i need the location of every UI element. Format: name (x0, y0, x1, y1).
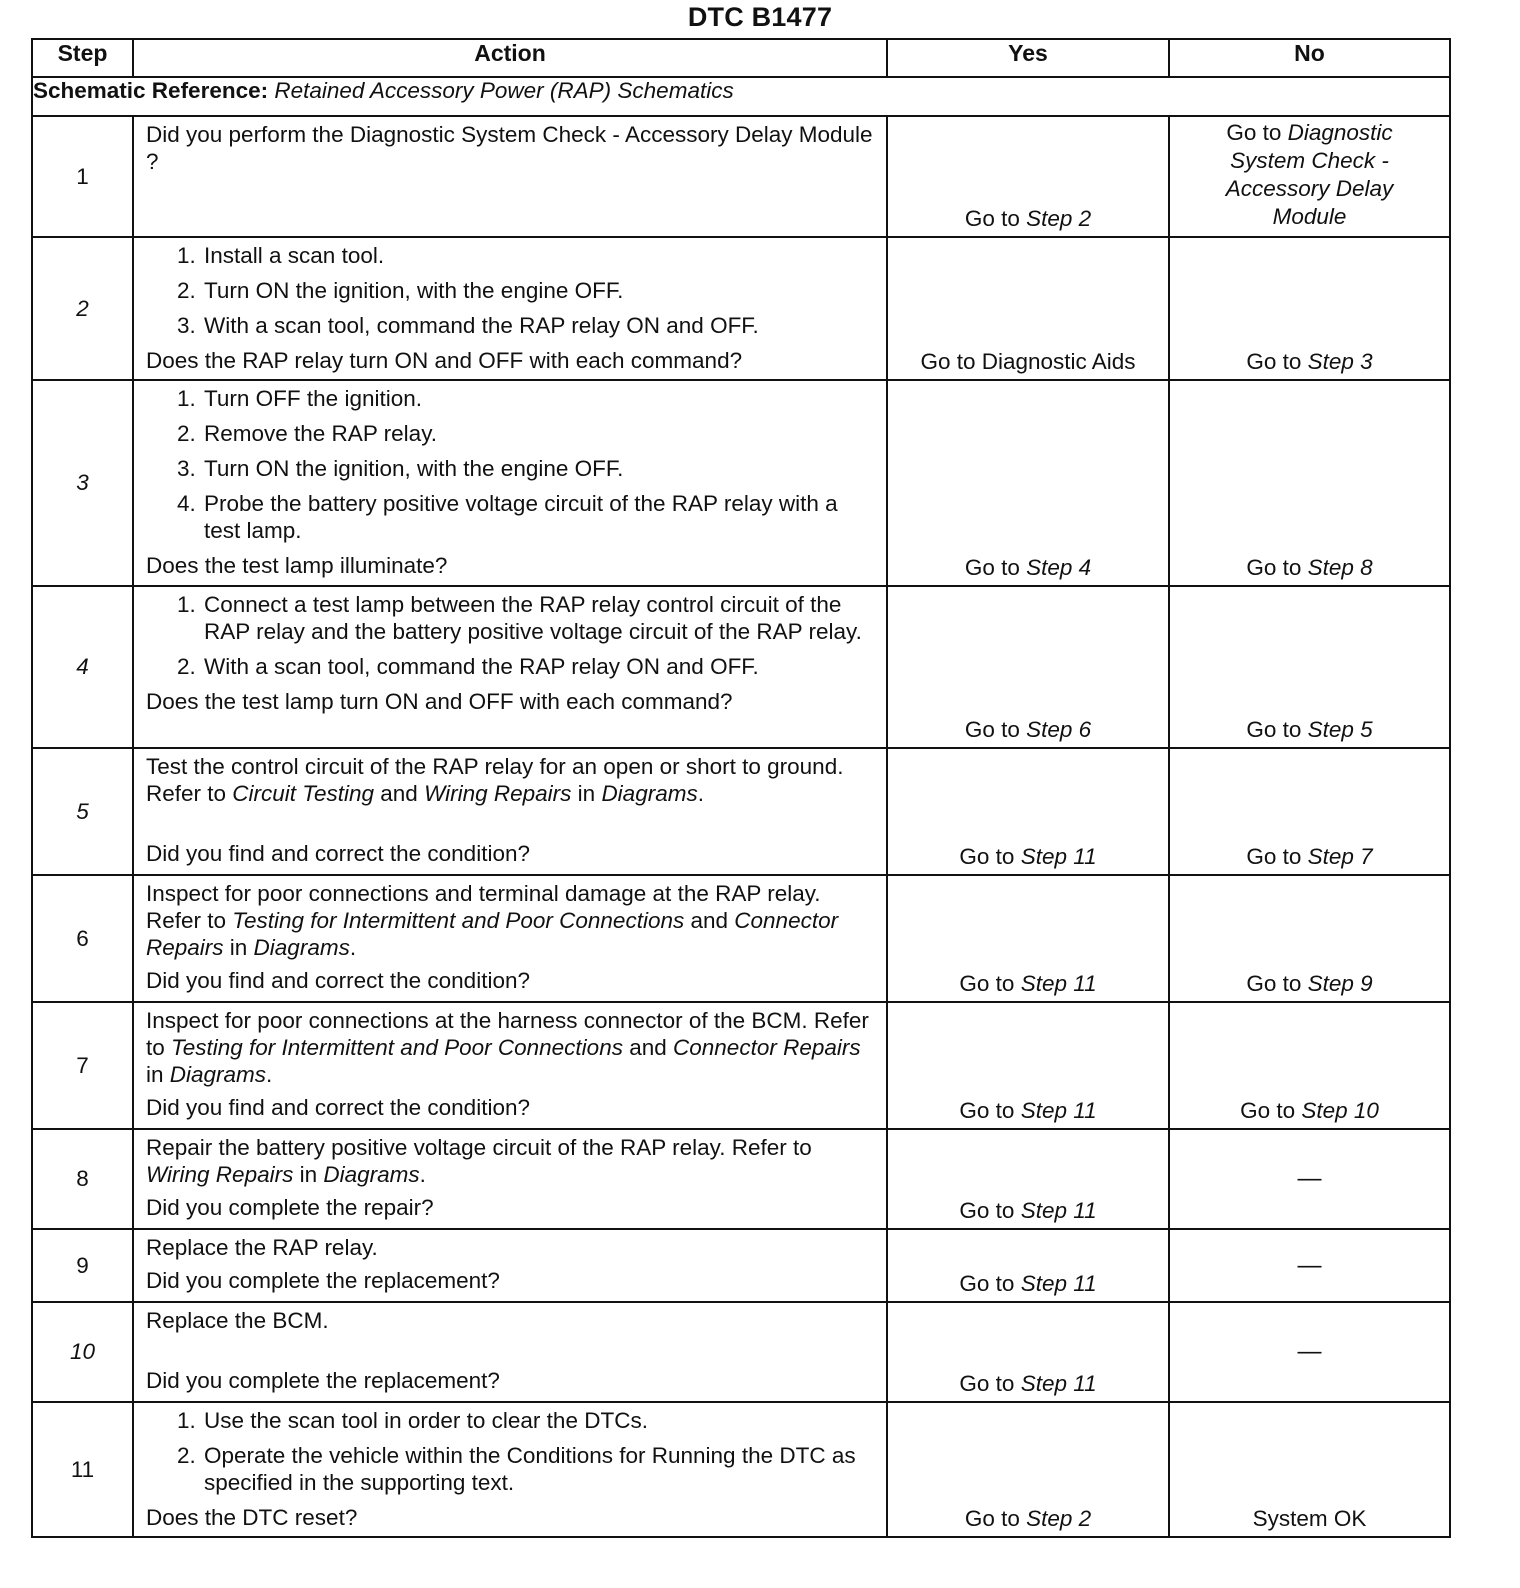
table-row (32, 380, 1450, 586)
action-question: Did you find and correct the condition? (146, 1095, 530, 1120)
action-question: Does the test lamp turn ON and OFF with each command? (146, 689, 733, 714)
action-question: Does the test lamp illuminate? (146, 553, 448, 578)
text-run: Inspect for poor connections at the harness connector of the BCM. Refer to (146, 1008, 869, 1060)
action-cell (133, 1229, 887, 1302)
go-to-label: Go to (1240, 1098, 1296, 1123)
action-question: Did you complete the replacement? (146, 1368, 500, 1393)
list-item: 1. Use the scan tool in order to clear the DTCs. (202, 1407, 876, 1434)
no-cell (1169, 1302, 1450, 1402)
list-item: 1. Connect a test lamp between the RAP relay control circuit of the RAP relay and the battery positive voltage circuit of the RAP relay. (202, 591, 876, 645)
list-item: 2. With a scan tool, command the RAP relay ON and OFF. (202, 653, 876, 680)
action-list (146, 591, 876, 680)
no-target: System OK (1252, 1506, 1367, 1531)
reference-link: Diagrams (601, 781, 698, 806)
action-cell (133, 237, 887, 380)
step-number-text: 2 (76, 295, 89, 321)
yes-cell (887, 1229, 1169, 1302)
step-number (32, 1302, 133, 1402)
step-number: 11 (32, 1402, 133, 1537)
no-cell (1169, 116, 1450, 237)
text-run: . (266, 1062, 273, 1087)
go-to-label: Go to (964, 206, 1020, 231)
no-line-2: System Check - (1230, 148, 1389, 173)
no-cell (1169, 748, 1450, 875)
table-row (32, 748, 1450, 875)
reference-link: Testing for Intermittent and Poor Connections (171, 1035, 623, 1060)
action-cell (133, 875, 887, 1002)
go-to-label: Go to (959, 1098, 1015, 1123)
go-to-label: Go to (1246, 717, 1302, 742)
action-text (146, 1007, 876, 1088)
no-cell (1169, 1229, 1450, 1302)
text-run: and (684, 908, 735, 933)
schematic-reference-row (32, 77, 1450, 116)
header-no: No (1169, 39, 1450, 77)
reference-link: Connector Repairs (673, 1035, 861, 1060)
text-run: . (697, 781, 704, 806)
step-number (32, 237, 133, 380)
go-to-label: Go to (1246, 349, 1302, 374)
no-target: Diagnostic (1287, 120, 1393, 145)
no-dash: — (1297, 1338, 1322, 1365)
reference-link: Diagrams (323, 1162, 420, 1187)
action-question: Does the RAP relay turn ON and OFF with each command? (146, 348, 743, 373)
action-list (146, 1407, 876, 1496)
step-number-text: 3 (76, 470, 89, 495)
action-text (146, 753, 876, 807)
yes-cell (887, 237, 1169, 380)
no-cell (1169, 237, 1450, 380)
action-cell (133, 116, 887, 237)
yes-target: Step 11 (1020, 844, 1097, 869)
action-text: Replace the RAP relay. (146, 1235, 378, 1260)
yes-target: Step 6 (1026, 717, 1092, 742)
step-number: 7 (32, 1002, 133, 1129)
action-cell (133, 1129, 887, 1229)
yes-cell (887, 1402, 1169, 1537)
action-cell (133, 1002, 887, 1129)
text-run: Inspect for poor connections and terminal damage at the RAP relay. Refer to (146, 881, 821, 933)
yes-target: Step 11 (1020, 1098, 1097, 1123)
yes-target: Step 11 (1020, 971, 1097, 996)
table-row (32, 875, 1450, 1002)
yes-cell (887, 116, 1169, 237)
action-list (146, 385, 876, 544)
step-number: 6 (32, 875, 133, 1002)
action-question: Did you find and correct the condition? (146, 841, 530, 866)
text-run: Test the control circuit of the RAP relay for an open or short to ground. Refer to (146, 754, 844, 806)
yes-cell (887, 1002, 1169, 1129)
go-to-label: Go to (959, 1198, 1015, 1223)
text-run: . (419, 1162, 426, 1187)
step-number: 1 (32, 116, 133, 237)
action-text: Replace the BCM. (146, 1308, 329, 1333)
yes-target: Step 4 (1026, 555, 1092, 580)
text-run: in (293, 1162, 324, 1187)
reference-link: Wiring Repairs (424, 781, 572, 806)
reference-link: Connector Repairs (146, 908, 839, 960)
no-dash: — (1297, 1251, 1322, 1279)
text-run: and (622, 1035, 674, 1060)
action-text (146, 880, 876, 961)
go-to-label: Go to (1246, 971, 1302, 996)
go-to-label: Go to (964, 555, 1020, 580)
header-action: Action (133, 39, 887, 77)
go-to-label: Go to (964, 1506, 1020, 1531)
reference-link: Testing for Intermittent and Poor Connections (232, 908, 685, 933)
list-item: 2. Operate the vehicle within the Conditions for Running the DTC as specified in the supporting text. (202, 1442, 876, 1496)
no-target: Step 9 (1307, 971, 1373, 996)
go-to-label: Go to (1246, 555, 1302, 580)
no-target: Step 10 (1301, 1098, 1379, 1123)
schematic-value: Retained Accessory Power (RAP) Schematics (274, 78, 734, 103)
list-item: 3. With a scan tool, command the RAP relay ON and OFF. (202, 312, 876, 339)
no-cell (1169, 586, 1450, 748)
yes-cell (887, 1129, 1169, 1229)
go-to-label: Go to (1226, 120, 1282, 145)
step-number (32, 380, 133, 586)
action-list (146, 242, 876, 339)
list-item: 4. Probe the battery positive voltage circuit of the RAP relay with a test lamp. (202, 490, 876, 544)
text-run: in (146, 1062, 170, 1087)
header-step: Step (32, 39, 133, 77)
schematic-label: Schematic Reference: (33, 78, 269, 103)
schematic-reference (32, 77, 1450, 116)
list-item: 3. Turn ON the ignition, with the engine OFF. (202, 455, 876, 482)
action-question: Did you complete the repair? (146, 1195, 434, 1220)
table-row (32, 1129, 1450, 1229)
text-run: in (223, 935, 254, 960)
list-item: 1. Turn OFF the ignition. (202, 385, 876, 412)
yes-cell (887, 875, 1169, 1002)
step-number: 9 (32, 1229, 133, 1302)
no-line-3: Accessory Delay (1225, 176, 1394, 201)
step-number-text: 10 (69, 1339, 96, 1364)
table-row (32, 1229, 1450, 1302)
step-number-text: 5 (76, 798, 89, 824)
no-target: Step 3 (1307, 349, 1373, 374)
action-cell (133, 1402, 887, 1537)
step-number (32, 586, 133, 748)
no-target: Step 7 (1307, 844, 1373, 869)
yes-cell (887, 380, 1169, 586)
no-cell (1169, 875, 1450, 1002)
page-title: DTC B1477 (687, 2, 833, 32)
no-line-4: Module (1272, 204, 1347, 229)
yes-cell (887, 1302, 1169, 1402)
yes-target: Step 2 (1026, 1506, 1092, 1531)
yes-cell (887, 748, 1169, 875)
yes-cell (887, 586, 1169, 748)
text-run: . (349, 935, 357, 960)
step-number-text: 4 (76, 654, 89, 679)
list-item: 2. Turn ON the ignition, with the engine OFF. (202, 277, 876, 304)
table-row (32, 1402, 1450, 1537)
table-row (32, 1302, 1450, 1402)
go-to-label: Go to (959, 844, 1015, 869)
step-number (32, 748, 133, 875)
action-cell (133, 380, 887, 586)
action-question: Did you complete the replacement? (146, 1268, 500, 1293)
list-item: 1. Install a scan tool. (202, 242, 876, 269)
no-line-1 (1170, 119, 1449, 147)
go-to-label: Go to (959, 971, 1015, 996)
reference-link: Wiring Repairs (146, 1162, 294, 1187)
action-cell (133, 748, 887, 875)
no-target: Step 5 (1307, 717, 1373, 742)
table-row (32, 237, 1450, 380)
text-run: in (571, 781, 602, 806)
text-run: and (374, 781, 425, 806)
yes-target: Go to Diagnostic Aids (920, 349, 1136, 374)
action-question: Does the DTC reset? (146, 1505, 358, 1530)
action-text (146, 1134, 876, 1188)
no-dash: — (1297, 1165, 1322, 1192)
no-target: Step 8 (1307, 555, 1373, 580)
no-cell (1169, 1402, 1450, 1537)
yes-target: Step 11 (1020, 1371, 1097, 1396)
table-row (32, 1002, 1450, 1129)
table-row (32, 116, 1450, 237)
diagnostic-table (31, 38, 1451, 1538)
action-cell (133, 1302, 887, 1402)
action-text: Did you perform the Diagnostic System Check - Accessory Delay Module ? (146, 122, 873, 174)
yes-target: Step 11 (1020, 1271, 1097, 1296)
header-row (32, 39, 1450, 77)
go-to-label: Go to (964, 717, 1020, 742)
header-yes: Yes (887, 39, 1169, 77)
text-run: Repair the battery positive voltage circuit of the RAP relay. Refer to (146, 1135, 812, 1160)
no-cell (1169, 380, 1450, 586)
no-cell (1169, 1002, 1450, 1129)
reference-link: Diagrams (169, 1062, 267, 1087)
yes-target: Step 2 (1026, 206, 1092, 231)
table-row (32, 586, 1450, 748)
step-number: 8 (32, 1129, 133, 1229)
go-to-label: Go to (959, 1371, 1015, 1396)
action-question: Did you find and correct the condition? (146, 968, 530, 993)
go-to-label: Go to (1246, 844, 1302, 869)
reference-link: Diagrams (253, 935, 350, 960)
reference-link: Circuit Testing (232, 781, 375, 806)
go-to-label: Go to (959, 1271, 1015, 1296)
no-cell (1169, 1129, 1450, 1229)
action-cell (133, 586, 887, 748)
list-item: 2. Remove the RAP relay. (202, 420, 876, 447)
yes-target: Step 11 (1020, 1198, 1097, 1223)
